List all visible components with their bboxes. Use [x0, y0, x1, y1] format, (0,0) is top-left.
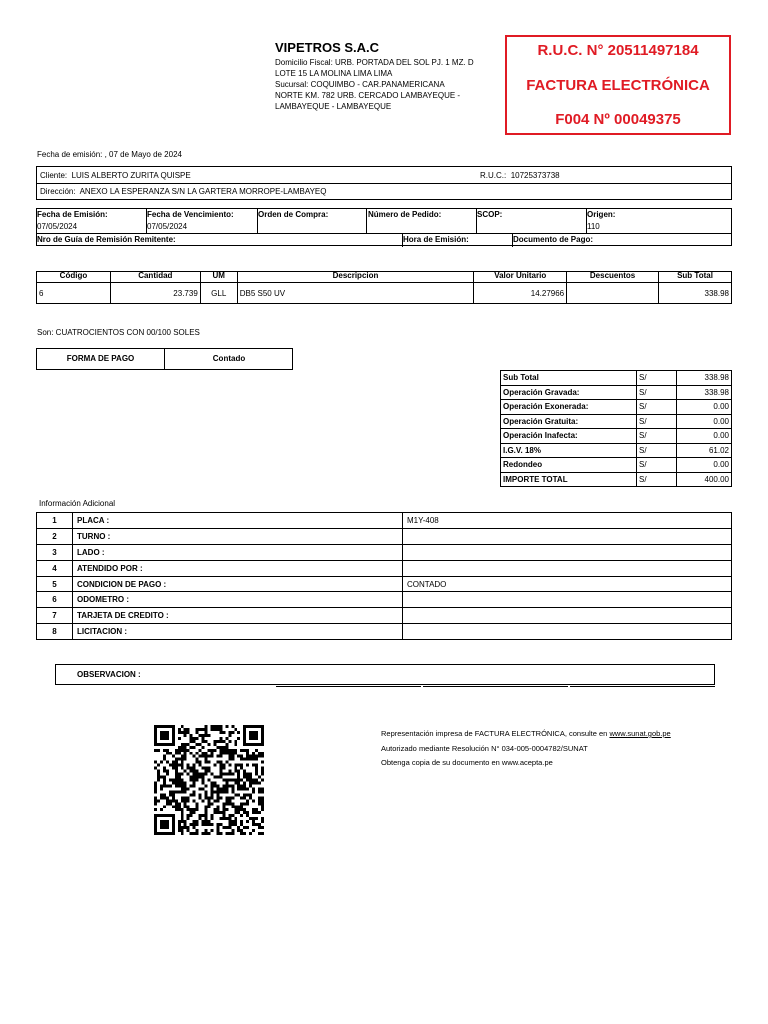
fecha-vencimiento-value: 07/05/2024	[147, 222, 188, 231]
info-value	[403, 608, 732, 624]
col-header-descripcion: Descripcion	[237, 272, 474, 283]
col-header-codigo: Código	[37, 272, 111, 283]
info-value: M1Y-408	[403, 513, 732, 529]
document-ruc: R.U.C. N° 20511497184	[537, 42, 699, 59]
qr-code-icon	[154, 725, 264, 835]
scop-label: SCOP:	[477, 210, 503, 219]
info-value	[403, 560, 732, 576]
origen-value: 110	[587, 222, 600, 231]
table-row	[37, 560, 732, 576]
col-header-um: UM	[200, 272, 237, 283]
total-value: 0.00	[677, 400, 732, 415]
client-address-label: Dirección:	[40, 187, 76, 196]
table-row	[501, 371, 732, 386]
total-value: 338.98	[677, 385, 732, 400]
footer-line-1-text: Representación impresa de FACTURA ELECTRÓNICA, consulte en	[381, 729, 610, 738]
item-descuentos	[567, 283, 659, 304]
total-value: 0.00	[677, 458, 732, 473]
table-row	[501, 443, 732, 458]
client-address: ANEXO LA ESPERANZA S/N LA GARTERA MORROPE-LAMBAYEQ	[79, 187, 327, 196]
client-name-label: Cliente:	[40, 171, 68, 180]
company-address-line: NORTE KM. 782 URB. CERCADO LAMBAYEQUE -	[275, 91, 461, 100]
total-label: Sub Total	[501, 371, 637, 386]
table-row	[37, 592, 732, 608]
table-row	[37, 608, 732, 624]
info-label: CONDICION DE PAGO :	[73, 576, 403, 592]
info-title: Información Adicional	[39, 499, 116, 508]
observation-box	[55, 664, 715, 685]
info-label: TARJETA DE CREDITO :	[73, 608, 403, 624]
total-value: 61.02	[677, 443, 732, 458]
client-name: LUIS ALBERTO ZURITA QUISPE	[71, 171, 191, 180]
total-value: 0.00	[677, 429, 732, 444]
company-address-line: LAMBAYEQUE - LAMBAYEQUE	[275, 102, 392, 111]
info-number: 4	[37, 560, 73, 576]
issue-date-line: Fecha de emisión: , 07 de Mayo de 2024	[37, 150, 182, 159]
company-name: VIPETROS S.A.C	[275, 40, 380, 55]
info-label: ODOMETRO :	[73, 592, 403, 608]
info-label: PLACA :	[73, 513, 403, 529]
col-header-valor-unitario: Valor Unitario	[474, 272, 567, 283]
col-header-sub-total: Sub Total	[659, 272, 732, 283]
total-label: Operación Exonerada:	[501, 400, 637, 415]
fecha-vencimiento-label: Fecha de Vencimiento:	[147, 210, 234, 219]
item-um: GLL	[200, 283, 237, 304]
company-address-line: Sucursal: COQUIMBO - CAR.PANAMERICANA	[275, 80, 445, 89]
info-number: 1	[37, 513, 73, 529]
total-value: 400.00	[677, 472, 732, 487]
items-table	[36, 271, 732, 304]
total-currency: S/	[637, 429, 677, 444]
total-currency: S/	[637, 385, 677, 400]
total-currency: S/	[637, 400, 677, 415]
table-row	[501, 414, 732, 429]
info-number: 7	[37, 608, 73, 624]
info-value: CONTADO	[403, 576, 732, 592]
info-value	[403, 624, 732, 640]
info-table	[36, 512, 732, 640]
document-number: F004 Nº 00049375	[555, 111, 681, 128]
info-number: 3	[37, 544, 73, 560]
info-label: LICITACION :	[73, 624, 403, 640]
dates-grid	[36, 208, 732, 246]
col-header-descuentos: Descuentos	[567, 272, 659, 283]
total-label: Redondeo	[501, 458, 637, 473]
info-value	[403, 592, 732, 608]
amount-in-words: Son: CUATROCIENTOS CON 00/100 SOLES	[37, 328, 200, 337]
table-row	[501, 400, 732, 415]
table-row	[501, 472, 732, 487]
total-currency: S/	[637, 443, 677, 458]
client-address-row	[40, 187, 326, 196]
table-row	[501, 429, 732, 444]
total-label: I.G.V. 18%	[501, 443, 637, 458]
col-header-cantidad: Cantidad	[110, 272, 200, 283]
document-id-box	[505, 35, 731, 135]
total-currency: S/	[637, 458, 677, 473]
guia-remision-label: Nro de Guía de Remisión Remitente:	[37, 235, 176, 244]
item-sub-total: 338.98	[659, 283, 732, 304]
info-number: 6	[37, 592, 73, 608]
info-value	[403, 528, 732, 544]
total-label: Operación Gravada:	[501, 385, 637, 400]
sunat-link[interactable]: www.sunat.gob.pe	[609, 729, 671, 738]
table-row	[37, 283, 732, 304]
total-label: Operación Inafecta:	[501, 429, 637, 444]
client-name-row	[40, 171, 191, 180]
documento-pago-label: Documento de Pago:	[513, 235, 594, 244]
document-type: FACTURA ELECTRÓNICA	[526, 77, 710, 94]
table-row	[501, 385, 732, 400]
client-ruc-label: R.U.C.:	[480, 171, 507, 180]
company-address-line: LOTE 15 LA MOLINA LIMA LIMA	[275, 69, 393, 78]
total-currency: S/	[637, 472, 677, 487]
total-value: 0.00	[677, 414, 732, 429]
info-value	[403, 544, 732, 560]
table-row	[501, 458, 732, 473]
table-row	[37, 544, 732, 560]
footer-line-3: Obtenga copia de su documento en www.acepta.pe	[381, 758, 553, 767]
client-box	[36, 166, 732, 200]
fecha-emision-value: 07/05/2024	[37, 222, 78, 231]
fecha-emision-label: Fecha de Emisión:	[37, 210, 108, 219]
info-label: LADO :	[73, 544, 403, 560]
totals-table	[500, 370, 732, 487]
total-currency: S/	[637, 414, 677, 429]
table-row	[37, 624, 732, 640]
item-descripcion: DB5 S50 UV	[237, 283, 474, 304]
company-address-line: Domicilio Fiscal: URB. PORTADA DEL SOL PJ. 1 MZ. D	[275, 58, 474, 67]
payment-value: Contado	[212, 354, 246, 363]
payment-label: FORMA DE PAGO	[37, 349, 165, 369]
table-row	[37, 513, 732, 529]
total-currency: S/	[637, 371, 677, 386]
item-codigo: 6	[37, 283, 111, 304]
client-ruc-row	[480, 171, 560, 180]
info-label: ATENDIDO POR :	[73, 560, 403, 576]
info-number: 8	[37, 624, 73, 640]
info-number: 2	[37, 528, 73, 544]
footer-line-2: Autorizado mediante Resolución N° 034-005-0004782/SUNAT	[381, 744, 588, 753]
item-valor-unitario: 14.27966	[474, 283, 567, 304]
orden-compra-label: Orden de Compra:	[258, 210, 329, 219]
items-header-row	[37, 272, 732, 283]
total-label: IMPORTE TOTAL	[501, 472, 637, 487]
observation-label: OBSERVACION :	[77, 670, 141, 679]
table-row	[37, 576, 732, 592]
client-ruc: 10725373738	[510, 171, 560, 180]
info-label: TURNO :	[73, 528, 403, 544]
info-number: 5	[37, 576, 73, 592]
table-row	[37, 528, 732, 544]
company-address	[275, 57, 495, 112]
numero-pedido-label: Número de Pedido:	[368, 210, 442, 219]
origen-label: Origen:	[587, 210, 616, 219]
payment-box	[36, 348, 293, 370]
hora-emision-label: Hora de Emisión:	[403, 235, 469, 244]
total-label: Operación Gratuita:	[501, 414, 637, 429]
item-cantidad: 23.739	[110, 283, 200, 304]
footer-line-1	[381, 729, 671, 738]
total-value: 338.98	[677, 371, 732, 386]
